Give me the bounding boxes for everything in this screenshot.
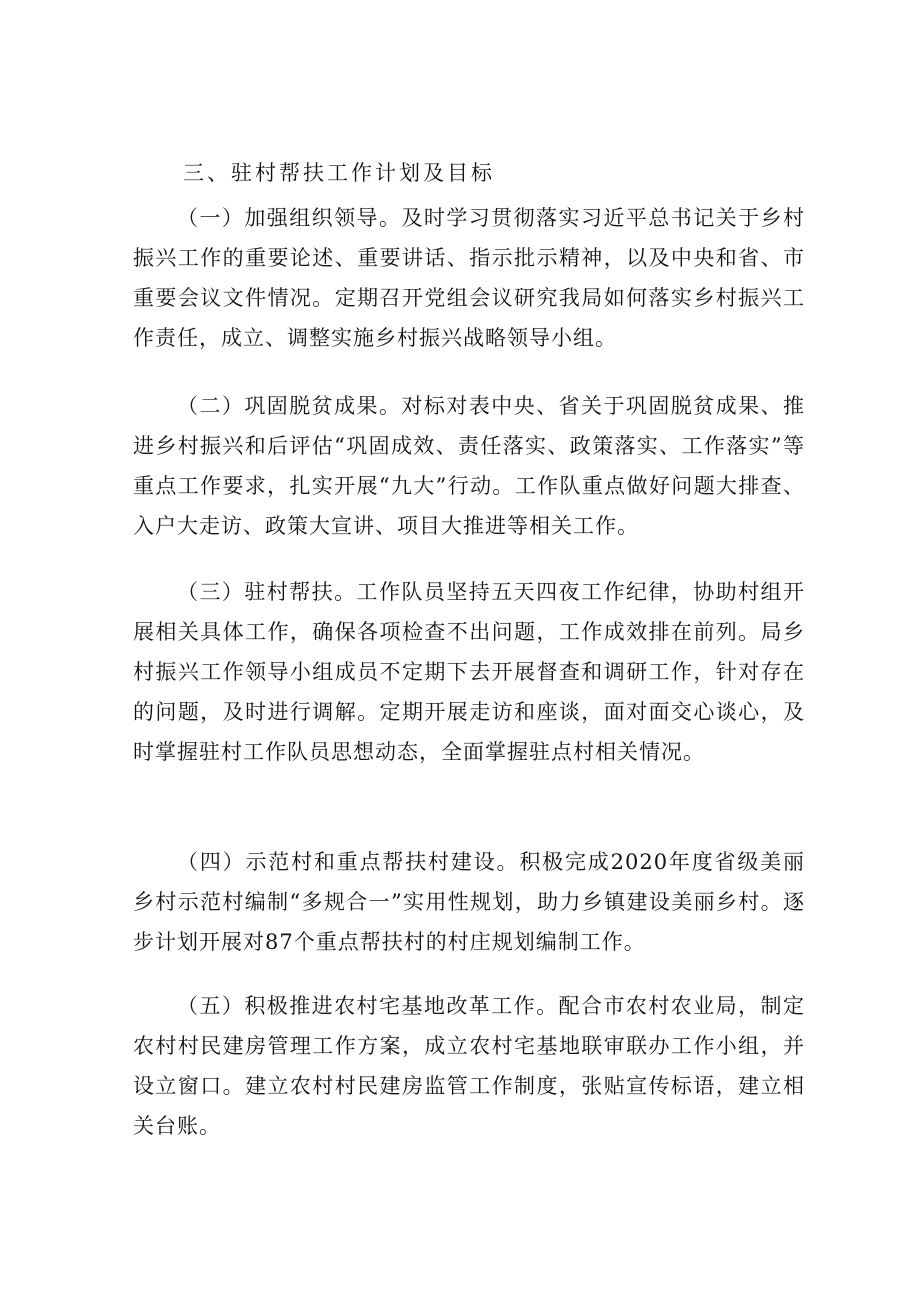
section-heading: 三、驻村帮扶工作计划及目标 [183,161,495,185]
paragraph-consolidate-poverty-results: （二）巩固脱贫成果。对标对表中央、省关于巩固脱贫成果、推进乡村振兴和后评估“巩固成效、责任落实、政策落实、工作落实”等重点工作要求，扎实开展“九大”行动。工作队重点做好问题大排查、入户大走访、政策大宣讲、项目大推进等相关工作。 [133,394,805,538]
paragraph-model-village-construction: （四）示范村和重点帮扶村建设。积极完成2020年度省级美丽乡村示范村编制“多规合一”实用性规划，助力乡镇建设美丽乡村。逐步计划开展对87个重点帮扶村的村庄规划编制工作。 [133,850,805,954]
paragraph-organization-leadership: （一）加强组织领导。及时学习贯彻落实习近平总书记关于乡村振兴工作的重要论述、重要讲话、指示批示精神，以及中央和省、市重要会议文件情况。定期召开党组会议研究我局如何落实乡村振兴工作责任，成立、调整实施乡村振兴战略领导小组。 [133,206,805,350]
paragraph-homestead-reform: （五）积极推进农村宅基地改革工作。配合市农村农业局，制定农村村民建房管理工作方案，成立农村宅基地联审联办工作小组，并设立窗口。建立农村村民建房监管工作制度，张贴宣传标语，建立相关台账。 [133,994,805,1138]
paragraph-village-assistance: （三）驻村帮扶。工作队员坚持五天四夜工作纪律，协助村组开展相关具体工作，确保各项检查不出问题，工作成效排在前列。局乡村振兴工作领导小组成员不定期下去开展督查和调研工作，针对存在的问题，及时进行调解。定期开展走访和座谈，面对面交心谈心，及时掌握驻村工作队员思想动态，全面掌握驻点村相关情况。 [133,580,805,764]
